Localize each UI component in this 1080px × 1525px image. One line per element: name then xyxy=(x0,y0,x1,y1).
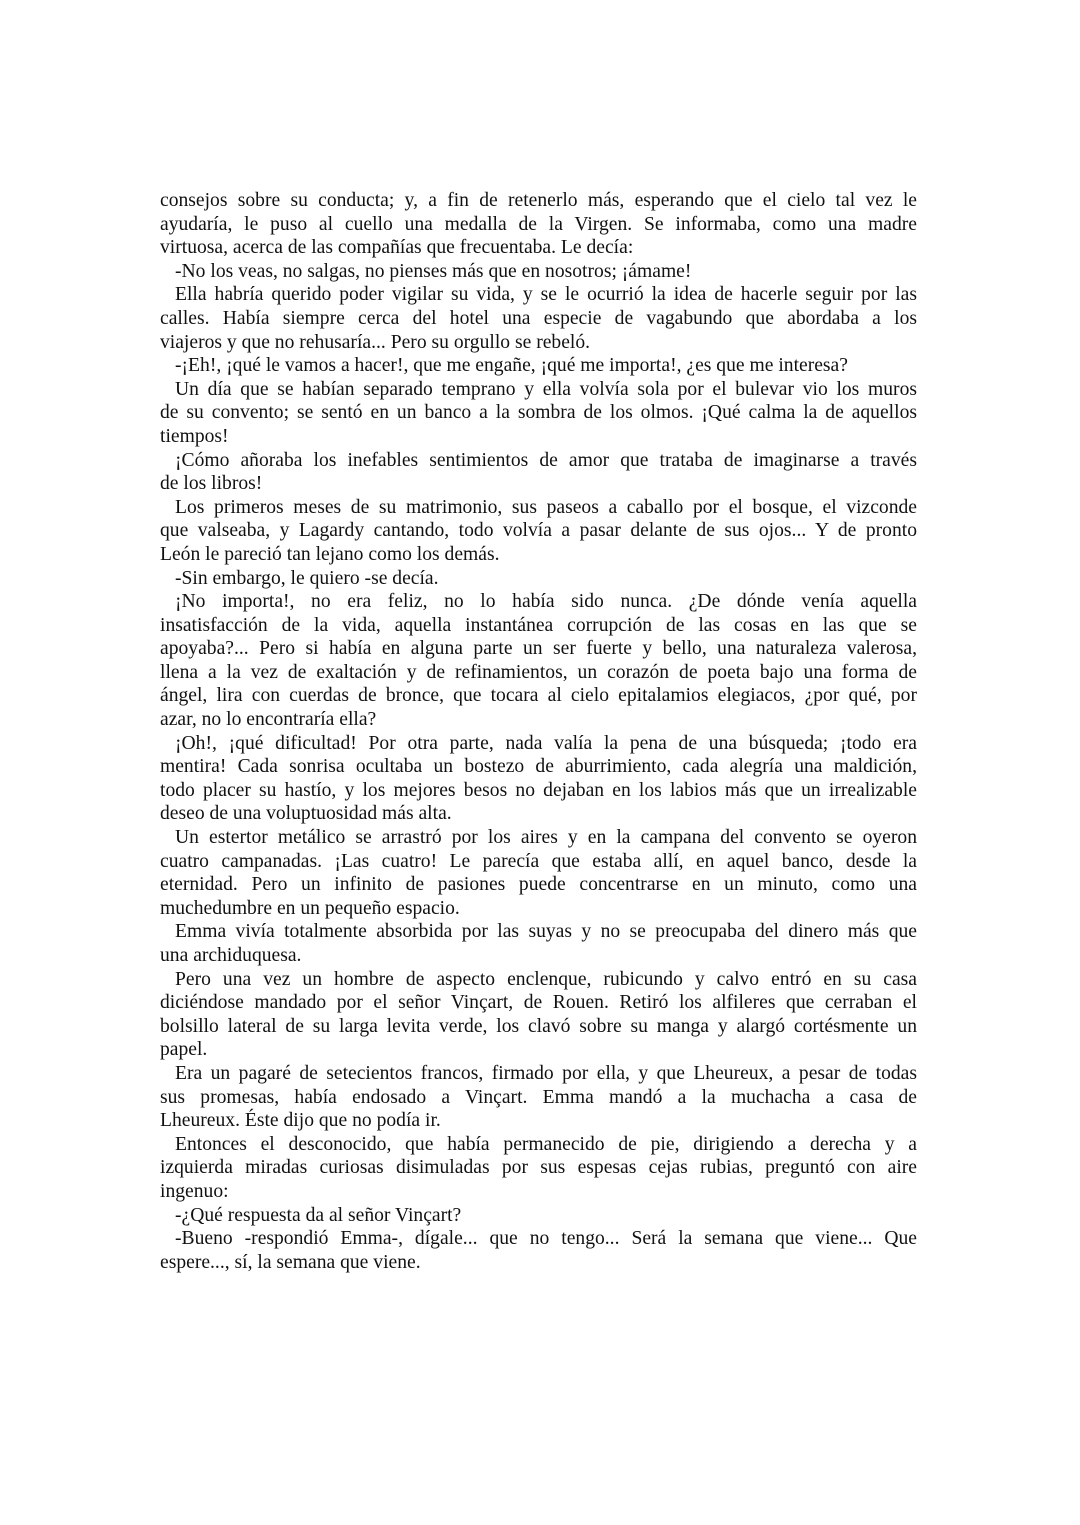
text-line: -No los veas, no salgas, no pienses más que en nosotros; ¡ámame! xyxy=(175,260,692,282)
text-line: calles. Había siempre cerca del hotel una especie de vagabundo que abordaba a los xyxy=(160,307,917,329)
text-line: mentira! Cada sonrisa ocultaba un bostezo de aburrimiento, cada alegría una maldición, xyxy=(160,756,917,778)
text-line: Era un pagaré de setecientos francos, firmado por ella, y que Lheureux, a pesar de todas xyxy=(175,1062,917,1084)
text-line: -Sin embargo, le quiero -se decía. xyxy=(175,567,439,589)
text-line: León le pareció tan lejano como los demás. xyxy=(160,543,500,565)
body-text xyxy=(160,189,917,1274)
text-line: Emma vivía totalmente absorbida por las suyas y no se preocupaba del dinero más que xyxy=(175,921,917,943)
text-line: una archiduquesa. xyxy=(160,945,302,966)
text-line: Pero una vez un hombre de aspecto enclenque, rubicundo y calvo entró en su casa xyxy=(175,968,917,990)
text-line: apoyaba?... Pero si había en alguna parte un ser fuerte y bello, una naturaleza valerosa, xyxy=(160,638,917,660)
text-line: ¡Oh!, ¡qué dificultad! Por otra parte, nada valía la pena de una búsqueda; ¡todo era xyxy=(175,732,917,754)
text-line: de su convento; se sentó en un banco a la sombra de los olmos. ¡Qué calma la de aquellos xyxy=(160,402,917,424)
text-line: ¡Cómo añoraba los inefables sentimientos de amor que trataba de imaginarse a través xyxy=(175,449,917,471)
text-line: ayudaría, le puso al cuello una medalla de la Virgen. Se informaba, como una madre xyxy=(160,213,917,235)
text-line: que valseaba, y Lagardy cantando, todo volvía a pasar delante de sus ojos... Y de pronto xyxy=(160,520,917,542)
text-line: izquierda miradas curiosas disimuladas por sus espesas cejas rubias, preguntó con aire xyxy=(160,1157,917,1179)
text-line: cuatro campanadas. ¡Las cuatro! Le parecía que estaba allí, en aquel banco, desde la xyxy=(160,850,917,872)
text-line: -¡Eh!, ¡qué le vamos a hacer!, que me engañe, ¡qué me importa!, ¿es que me interesa? xyxy=(175,355,848,377)
text-line: Un día que se habían separado temprano y ella volvía sola por el bulevar vio los muros xyxy=(175,378,917,400)
text-line: muchedumbre en un pequeño espacio. xyxy=(160,897,460,919)
text-line: -Bueno -respondió Emma-, dígale... que no tengo... Será la semana que viene... Que xyxy=(175,1228,917,1250)
text-line: sus promesas, había endosado a Vinçart. Emma mandó a la muchacha a casa de xyxy=(160,1086,917,1108)
text-line: ángel, lira con cuerdas de bronce, que tocara al cielo epitalamios elegiacos, ¿por qué, por xyxy=(160,685,917,707)
text-line: Entonces el desconocido, que había permanecido de pie, dirigiendo a derecha y a xyxy=(175,1133,917,1155)
text-line: Lheureux. Éste dijo que no podía ir. xyxy=(160,1110,441,1132)
text-line: -¿Qué respuesta da al señor Vinçart? xyxy=(175,1204,462,1226)
text-line: azar, no lo encontraría ella? xyxy=(160,709,377,731)
text-line: espere..., sí, la semana que viene. xyxy=(160,1251,421,1273)
text-line: eternidad. Pero un infinito de pasiones puede concentrarse en un minuto, como una xyxy=(160,874,917,896)
text-line: ingenuo: xyxy=(160,1180,229,1202)
text-line: virtuosa, acerca de las compañías que frecuentaba. Le decía: xyxy=(160,237,634,259)
text-line: tiempos! xyxy=(160,425,229,447)
text-line: papel. xyxy=(160,1039,208,1061)
text-line: diciéndose mandado por el señor Vinçart, de Rouen. Retiró los alfileres que cerraban el xyxy=(160,992,917,1014)
text-line: de los libros! xyxy=(160,473,263,495)
text-line: consejos sobre su conducta; y, a fin de retenerlo más, esperando que el cielo tal vez le xyxy=(160,190,917,211)
text-line: llena a la vez de exaltación y de refinamientos, un corazón de poeta bajo una forma de xyxy=(160,661,917,683)
text-line: bolsillo lateral de su larga levita verde, los clavó sobre su manga y alargó cortésmente un xyxy=(160,1015,917,1037)
text-line: todo placer su hastío, y los mejores besos no dejaban en los labios más que un irrealizable xyxy=(160,779,917,801)
text-line: Ella habría querido poder vigilar su vida, y se le ocurrió la idea de hacerle seguir por las xyxy=(175,284,917,306)
text-line: insatisfacción de la vida, aquella instantánea corrupción de las cosas en las que se xyxy=(160,614,917,636)
text-line: viajeros y que no rehusaría... Pero su orgullo se rebeló. xyxy=(160,331,591,353)
text-line: Un estertor metálico se arrastró por los aires y en la campana del convento se oyeron xyxy=(175,827,917,849)
text-line: ¡No importa!, no era feliz, no lo había sido nunca. ¿De dónde venía aquella xyxy=(175,591,917,613)
text-line: Los primeros meses de su matrimonio, sus paseos a caballo por el bosque, el vizconde xyxy=(175,496,917,518)
text-line: deseo de una voluptuosidad más alta. xyxy=(160,803,452,825)
